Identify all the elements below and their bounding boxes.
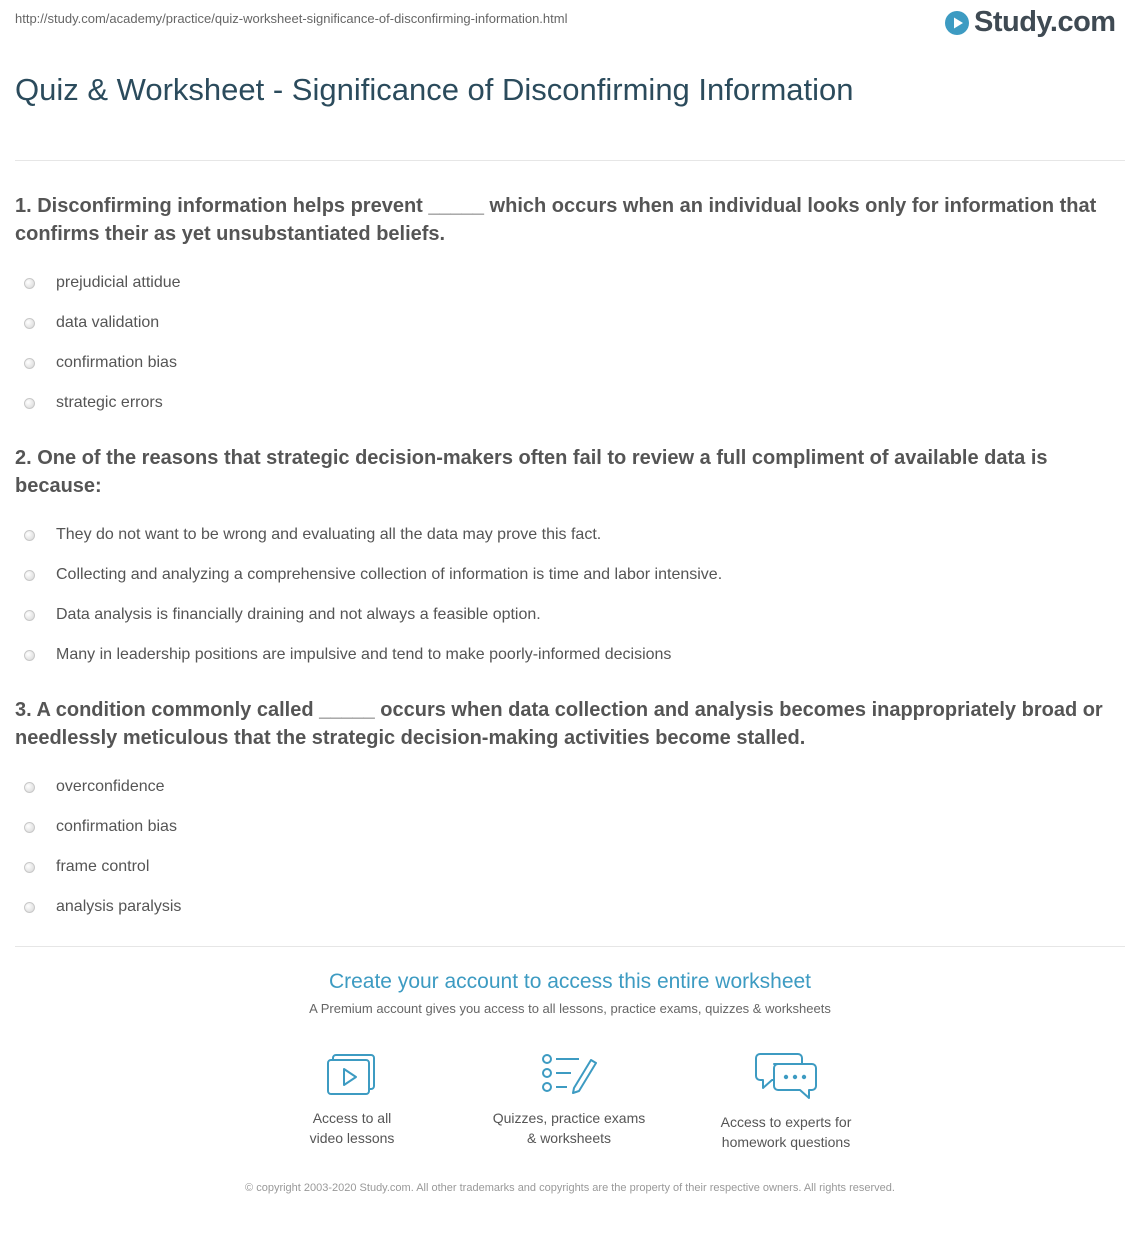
- page-url: http://study.com/academy/practice/quiz-worksheet-significance-of-disconfirming-information.html: [15, 11, 568, 26]
- feature-label: Access to all video lessons: [309, 1110, 395, 1146]
- radio-button[interactable]: [24, 650, 35, 661]
- copyright-notice: © copyright 2003-2020 Study.com. All other trademarks and copyrights are the property of their respective owners. All rights reserved.: [245, 1182, 895, 1194]
- question-text: 2. One of the reasons that strategic decision-makers often fail to review a full compliment of available data is because:: [15, 447, 1048, 497]
- answer-options: [15, 263, 1130, 423]
- title-divider: [15, 160, 1125, 161]
- radio-button[interactable]: [24, 822, 35, 833]
- answer-option[interactable]: [15, 635, 1130, 675]
- play-logo-icon: [944, 10, 970, 36]
- option-label: data validation: [56, 314, 160, 331]
- option-label: overconfidence: [56, 778, 165, 795]
- option-label: prejudicial attidue: [56, 274, 181, 291]
- question-text: 1. Disconfirming information helps prevent _____ which occurs when an individual looks only for information that confirms their as yet unsubstantiated beliefs.: [15, 195, 1097, 245]
- quiz-icon: [541, 1052, 597, 1098]
- radio-button[interactable]: [24, 530, 35, 541]
- option-label: confirmation bias: [56, 354, 177, 371]
- answer-option[interactable]: [15, 807, 1130, 847]
- answer-option[interactable]: [15, 887, 1130, 927]
- study-logo[interactable]: [944, 6, 1116, 39]
- feature-video-lessons: [252, 1052, 452, 1148]
- question-3: [15, 696, 1130, 927]
- chat-icon: [754, 1052, 818, 1102]
- radio-button[interactable]: [24, 398, 35, 409]
- radio-button[interactable]: [24, 610, 35, 621]
- answer-option[interactable]: [15, 767, 1130, 807]
- answer-option[interactable]: [15, 303, 1130, 343]
- answer-options: [15, 767, 1130, 927]
- answer-options: [15, 515, 1130, 675]
- answer-option[interactable]: [15, 343, 1130, 383]
- feature-label: Quizzes, practice exams & worksheets: [492, 1110, 646, 1146]
- option-label: strategic errors: [56, 394, 163, 411]
- option-label: frame control: [56, 858, 150, 875]
- option-label: They do not want to be wrong and evaluating all the data may prove this fact.: [56, 526, 602, 543]
- option-label: Data analysis is financially draining and not always a feasible option.: [56, 606, 541, 623]
- radio-button[interactable]: [24, 318, 35, 329]
- answer-option[interactable]: [15, 555, 1130, 595]
- premium-description: A Premium account gives you access to all lessons, practice exams, quizzes & worksheets: [309, 1001, 831, 1016]
- feature-label: Access to experts for homework questions: [720, 1114, 852, 1150]
- answer-option[interactable]: [15, 383, 1130, 423]
- quiz-divider: [15, 946, 1125, 947]
- radio-button[interactable]: [24, 358, 35, 369]
- answer-option[interactable]: [15, 515, 1130, 555]
- question-1: [15, 192, 1130, 423]
- radio-button[interactable]: [24, 862, 35, 873]
- option-label: Collecting and analyzing a comprehensive collection of information is time and labor intensive.: [56, 566, 723, 583]
- answer-option[interactable]: [15, 595, 1130, 635]
- radio-button[interactable]: [24, 782, 35, 793]
- question-text: 3. A condition commonly called _____ occurs when data collection and analysis becomes inappropriately broad or needlessly meticulous that the strategic decision-making activities become stalled.: [15, 699, 1103, 749]
- radio-button[interactable]: [24, 570, 35, 581]
- feature-experts: [686, 1052, 886, 1152]
- video-icon: [326, 1052, 378, 1098]
- feature-quizzes: [469, 1052, 669, 1148]
- answer-option[interactable]: [15, 263, 1130, 303]
- option-label: analysis paralysis: [56, 898, 182, 915]
- create-account-link[interactable]: Create your account to access this entire worksheet: [328, 970, 812, 993]
- radio-button[interactable]: [24, 278, 35, 289]
- answer-option[interactable]: [15, 847, 1130, 887]
- page-title: Quiz & Worksheet - Significance of Disconfirming Information: [15, 72, 854, 107]
- logo-text: Study.com: [974, 6, 1116, 38]
- question-2: [15, 444, 1130, 675]
- radio-button[interactable]: [24, 902, 35, 913]
- option-label: Many in leadership positions are impulsive and tend to make poorly-informed decisions: [56, 646, 672, 663]
- option-label: confirmation bias: [56, 818, 177, 835]
